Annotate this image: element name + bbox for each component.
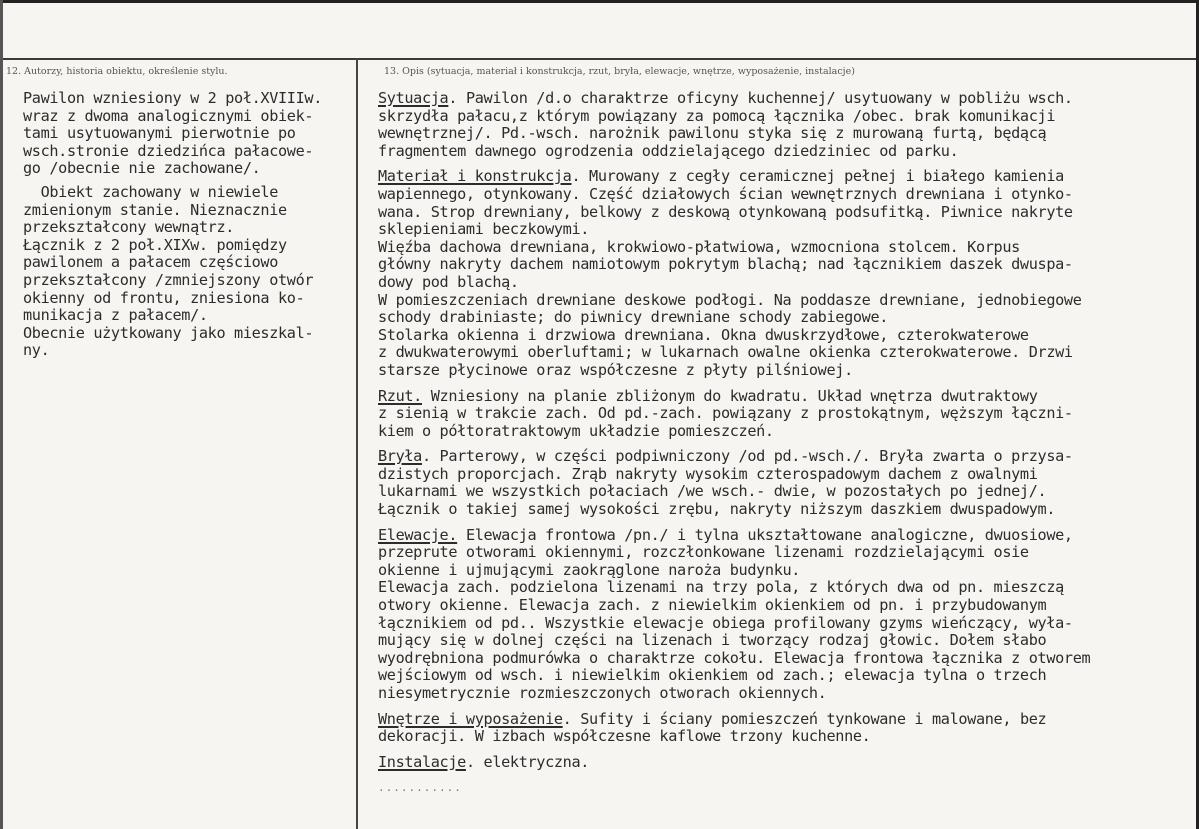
section-line: z dwukwaterowymi oberluftami; w lukarnach owalne okienka czterokwaterowe. Drzwi xyxy=(378,343,1073,362)
history-line: pawilonem a pałacem częściowo xyxy=(23,253,279,272)
section-gap xyxy=(378,771,1090,779)
history-line: ny. xyxy=(23,341,50,360)
section-line: otwory okienne. Elewacja zach. z niewielkim okienkiem od pn. i przybudowanym xyxy=(378,596,1047,615)
section-first-line xyxy=(378,711,1090,729)
trailing-dots: ........... xyxy=(378,781,462,795)
section-line: wana. Strop drewniany, belkowy z deskową otynkowaną podsufitką. Piwnice nakryte xyxy=(378,202,1073,221)
section-text: . Murowany z cegły ceramicznej pełnej i białego kamienia xyxy=(571,167,1064,186)
history-text xyxy=(23,90,322,360)
history-line: go /obecnie nie zachowane/. xyxy=(23,159,261,178)
section-text: . elektryczna. xyxy=(465,752,590,771)
section-text: Elewacja frontowa /pn./ i tylna ukształtowane analogiczne, dwuosiowe, xyxy=(457,525,1073,544)
section-heading: Wnętrze i wyposażenie xyxy=(378,709,563,728)
history-line: Obiekt zachowany w niewiele xyxy=(23,182,279,201)
section-line: skrzydła pałacu,z którym powiązany za pomocą łącznika /obec. brak komunikacji xyxy=(378,106,1056,125)
top-border xyxy=(0,0,1199,3)
section-first-line xyxy=(378,168,1090,186)
section-line: lukarnami we wszystkich połaciach /we wsch.- dwie, w pozostałych po jednej/. xyxy=(378,482,1047,501)
section-heading: Instalacje xyxy=(378,752,466,771)
section-line: sklepieniami beczkowymi. xyxy=(378,220,590,239)
history-line: okienny od frontu, zniesiona ko- xyxy=(23,288,305,307)
section-first-line xyxy=(378,448,1090,466)
history-line: Łącznik z 2 poł.XIXw. pomiędzy xyxy=(23,235,287,254)
section-heading: Sytuacja xyxy=(378,89,449,107)
section-first-line xyxy=(378,388,1090,406)
history-line: zmienionym stanie. Nieznacznie xyxy=(23,200,287,219)
section-line: kiem o półtoratraktowym układzie pomieszczeń. xyxy=(378,421,774,440)
section-line: wyodrębniona podmurówka o charaktrze cokołu. Elewacja frontowa łącznika z otworem xyxy=(378,648,1091,667)
section-line: główny nakryty dachem namiotowym pokrytym blachą; nad łącznikiem daszek dwuspa- xyxy=(378,255,1073,274)
section-line: przeprute otworami okiennymi, rozczłonkowane lizenami rozdzielającymi osie xyxy=(378,543,1029,562)
section-line: łącznikiem od pd.. Wszystkie elewacje obiega profilowany gzyms wieńczący, wyła- xyxy=(378,613,1073,632)
history-line: wsch.stronie dziedzińca pałacowe- xyxy=(23,141,314,160)
field-12-label: 12. Autorzy, historia obiektu, określenie stylu. xyxy=(6,66,228,77)
history-line: Obecnie użytkowany jako mieszkal- xyxy=(23,323,314,342)
description-section xyxy=(378,388,1090,441)
history-line: wraz z dwoma analogicznymi obiek- xyxy=(23,106,314,125)
section-heading: Materiał i konstrukcja xyxy=(378,167,572,186)
history-line: przekształcony wewnątrz. xyxy=(23,218,235,237)
section-line: okienne i ujmującymi zaokrąglone naroża budynku. xyxy=(378,560,801,579)
section-line: niesymetrycznie rozmieszczonych otworach okiennych. xyxy=(378,684,827,702)
section-text: Wzniesiony na planie zbliżonym do kwadratu. Układ wnętrza dwutraktowy xyxy=(421,386,1038,405)
section-line: mujący się w dolnej części na lizenach i tworzący rodzaj głowic. Dołem słabo xyxy=(378,631,1047,650)
section-first-line xyxy=(378,527,1090,545)
history-line: przekształcony /zmniejszony otwór xyxy=(23,270,314,289)
history-line: Pawilon wzniesiony w 2 poł.XVIIIw. xyxy=(23,89,322,107)
section-line: wejściowym od wsch. i niewielkim okienkiem od zach.; elewacja tylna o trzech xyxy=(378,666,1047,685)
history-line: tami usytuowanymi pierwotnie po xyxy=(23,124,296,143)
section-line: starsze płycinowe oraz współczesne z płyty pilśniowej. xyxy=(378,360,853,379)
description-section xyxy=(378,527,1090,703)
section-line: dowy pod blachą. xyxy=(378,272,519,291)
section-text: . Pawilon /d.o charaktrze oficyny kuchennej/ usytuowany w pobliżu wsch. xyxy=(448,89,1073,107)
header-band xyxy=(0,0,1199,60)
left-border xyxy=(0,0,3,829)
column-divider xyxy=(356,58,358,829)
section-line: Stolarka okienna i drzwiowa drewniana. Okna dwuskrzydłowe, czterokwaterowe xyxy=(378,325,1029,344)
section-line: fragmentem dawnego ogrodzenia oddzielającego dziedziniec od parku. xyxy=(378,141,959,160)
section-heading: Elewacje. xyxy=(378,525,458,544)
section-first-line xyxy=(378,90,1090,108)
description-section xyxy=(378,168,1090,379)
description-section xyxy=(378,754,1090,772)
section-heading: Bryła xyxy=(378,447,422,466)
section-heading: Rzut. xyxy=(378,386,422,405)
section-line: Łącznik o takiej samej wysokości zrębu, nakryty niższym daszkiem dwuspadowym. xyxy=(378,500,1056,519)
section-text: . Parterowy, w części podpiwniczony /od pd.-wsch./. Bryła zwarta o przysa- xyxy=(421,447,1073,466)
section-line: dzistych proporcjach. Zrąb nakryty wysokim czterospadowym dachem z owalnymi xyxy=(378,464,1038,483)
history-line: munikacja z pałacem/. xyxy=(23,306,208,325)
section-line: z sienią w trakcie zach. Od pd.-zach. powiązany z prostokątnym, węższym łączni- xyxy=(378,404,1073,423)
section-line: W pomieszczeniach drewniane deskowe podłogi. Na poddasze drewniane, jednobiegowe xyxy=(378,290,1082,309)
description-text xyxy=(378,90,1090,797)
section-line: Elewacja zach. podzielona lizenami na trzy pola, z których dwa od pn. mieszczą xyxy=(378,578,1064,597)
description-section xyxy=(378,711,1090,746)
field-13-label: 13. Opis (sytuacja, materiał i konstrukcja, rzut, bryła, elewacje, wnętrze, wyposażenie, instalacje) xyxy=(384,66,855,77)
section-line: wewnętrznej/. Pd.-wsch. narożnik pawilonu styka się z murowaną furtą, będącą xyxy=(378,124,1047,143)
section-line: schody drabiniaste; do piwnicy drewniane schody zabiegowe. xyxy=(378,308,889,327)
description-section xyxy=(378,90,1090,160)
section-line: dekoracji. W izbach współczesne kaflowe trzony kuchenne. xyxy=(378,727,871,746)
section-text: . Sufity i ściany pomieszczeń tynkowane i malowane, bez xyxy=(562,709,1047,728)
description-section xyxy=(378,448,1090,518)
section-line: wapiennego, otynkowany. Część działowych ścian wewnętrznych drewniana i otynko- xyxy=(378,184,1073,203)
section-first-line xyxy=(378,754,1090,772)
section-line: Więźba dachowa drewniana, krokwiowo-płatwiowa, wzmocniona stolcem. Korpus xyxy=(378,237,1020,256)
